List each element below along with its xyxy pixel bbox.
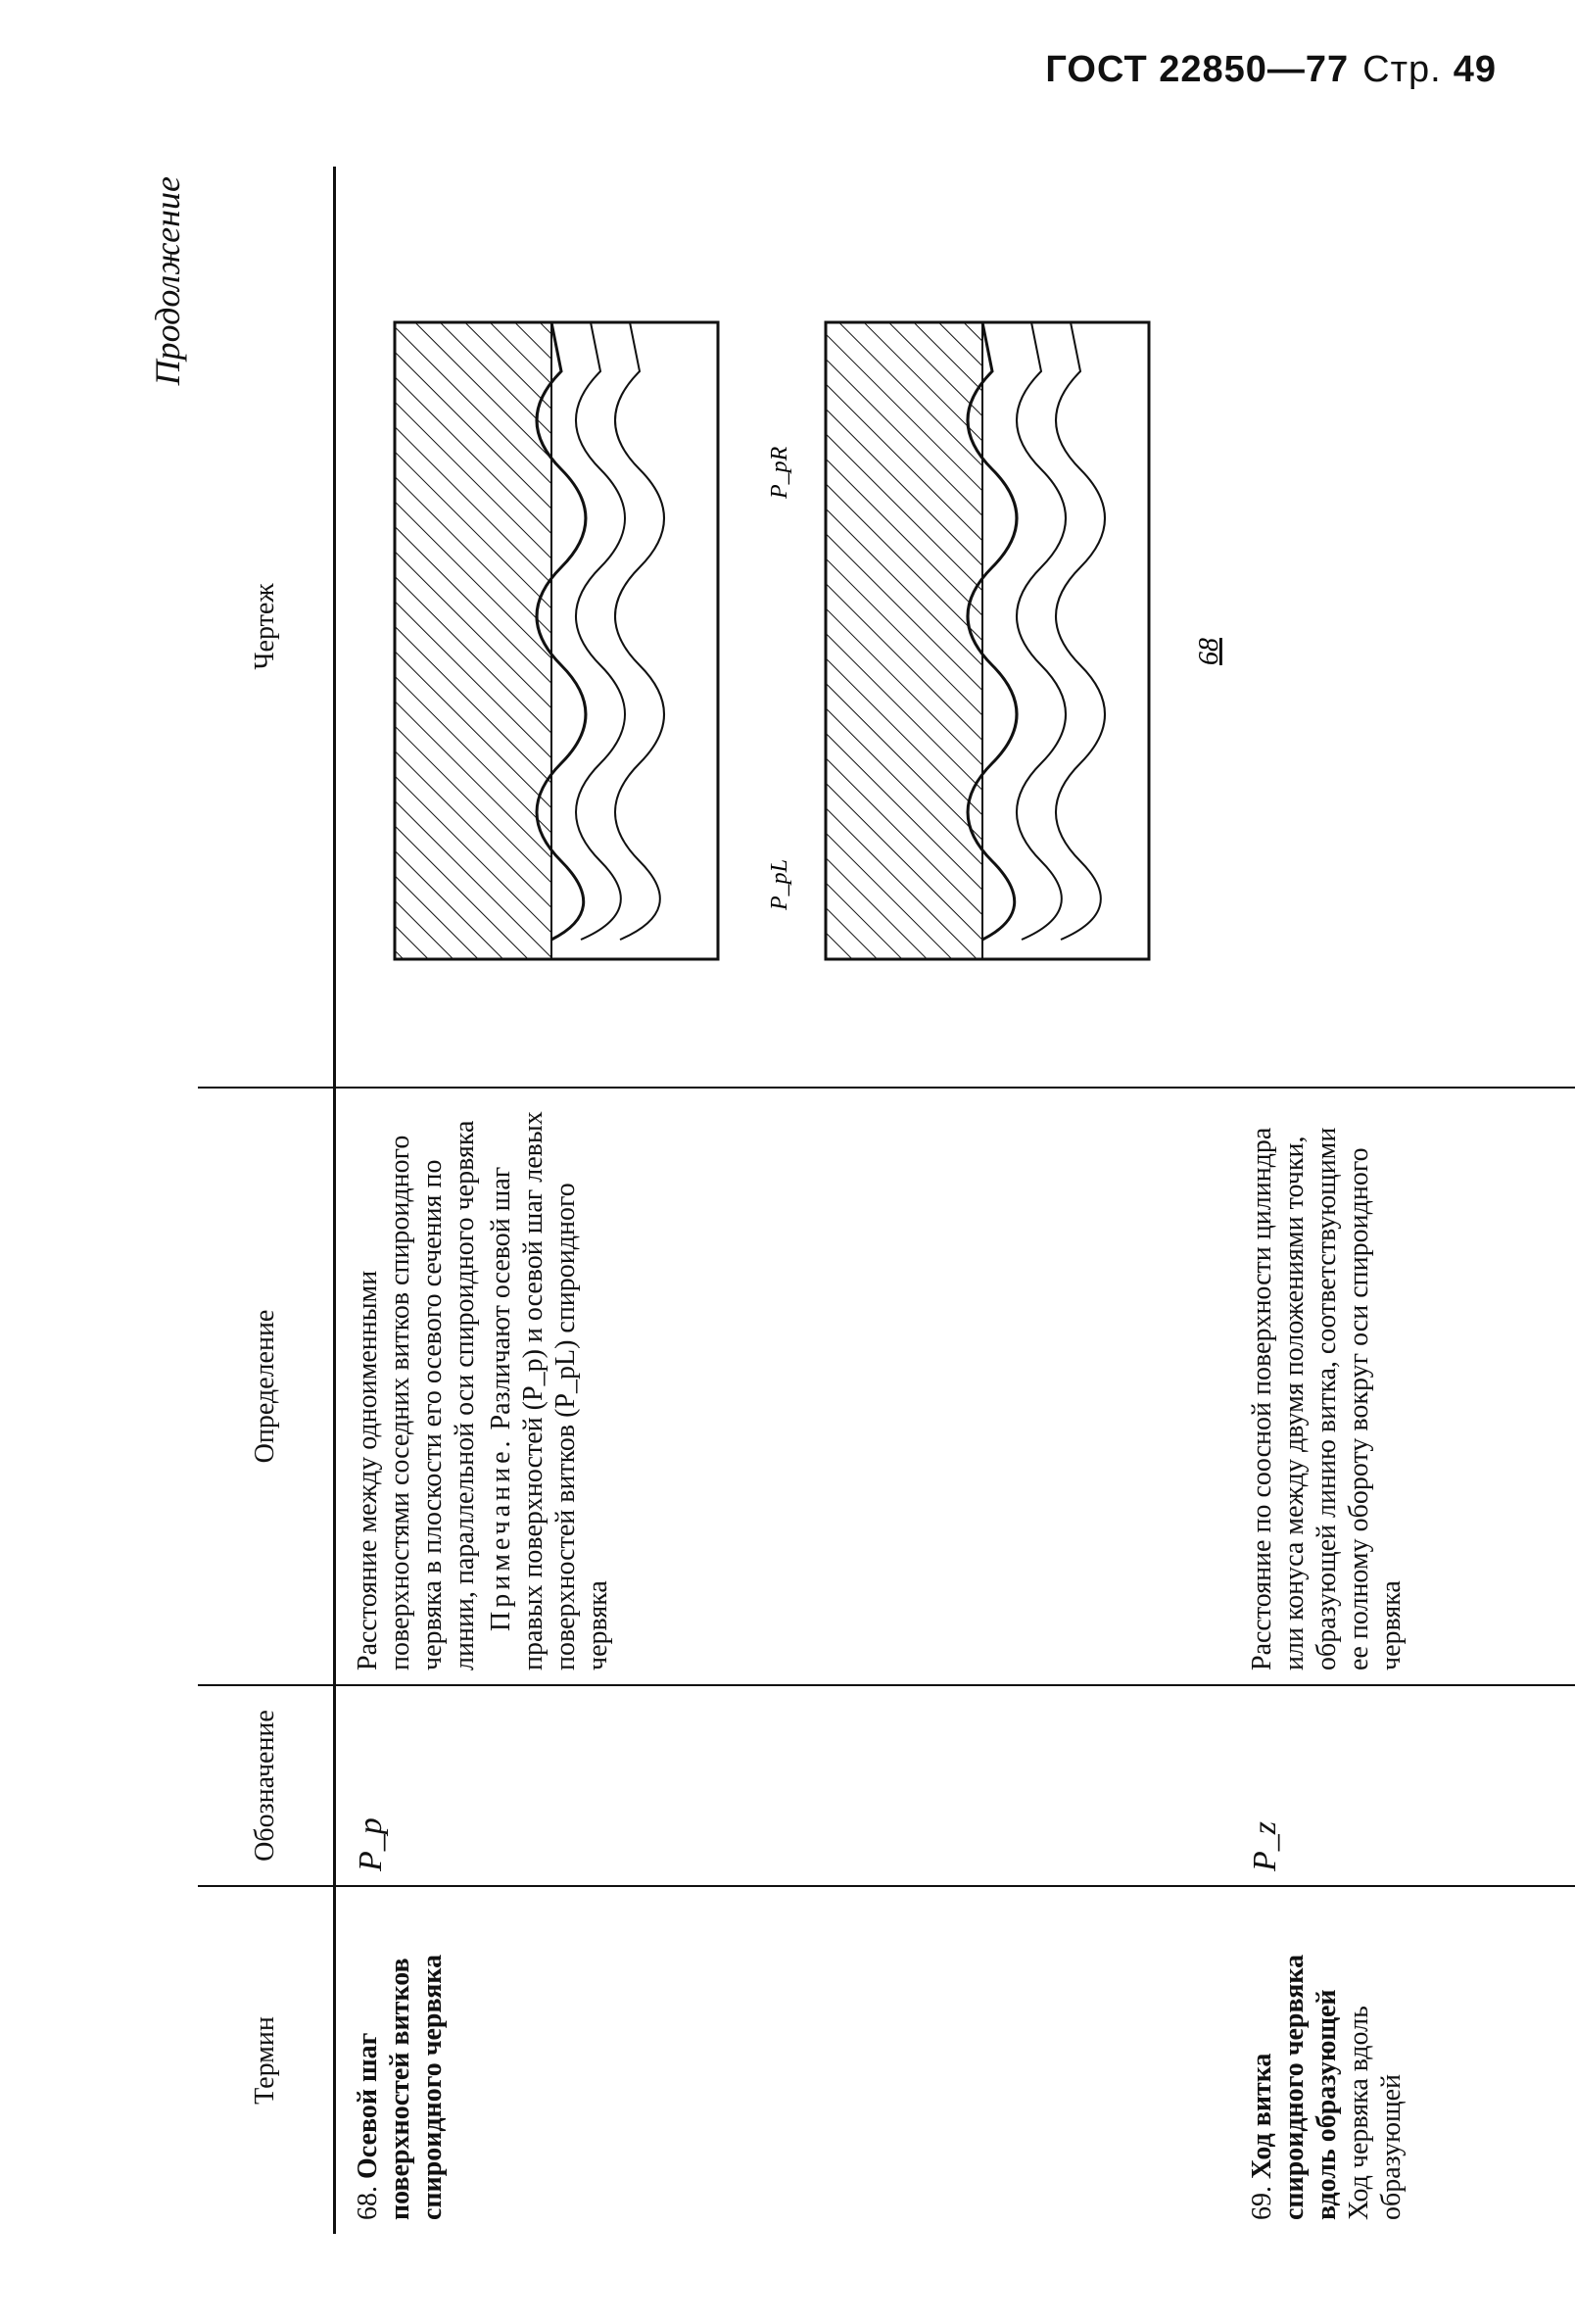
page-number: 49 — [1453, 49, 1497, 90]
page-word: Стр. — [1362, 49, 1442, 90]
dimension-label-right: P_pR — [767, 446, 792, 499]
note — [485, 1102, 614, 1670]
table-row — [335, 167, 1246, 2234]
symbol-cell — [1246, 1685, 1575, 1886]
figure-label: 68 — [1194, 638, 1224, 665]
continued-label: Продолжение — [148, 176, 187, 386]
term-number: 69. — [1246, 2186, 1277, 2220]
term-cell — [1246, 1886, 1575, 2234]
column-header-drawing: Чертеж — [198, 167, 335, 1088]
table-header-row — [198, 167, 335, 2234]
worm-section-upper — [395, 322, 718, 959]
note-label: Примечание. — [486, 1436, 517, 1631]
definition-cell — [335, 1088, 1246, 1685]
definition-cell — [1246, 1088, 1575, 1685]
dimension-label-left: P_pL — [767, 858, 792, 910]
definition-text: Расстояние между одноименными поверхностями соседних витков спироидного червяка в плоскости его осевого сечения по линии, параллельной оси спироидного червяка — [353, 1120, 481, 1670]
worm-section-lower — [826, 322, 1149, 959]
page-header — [1045, 49, 1497, 91]
rotated-content-inner — [147, 167, 1538, 2234]
term-number: 68. — [353, 2186, 383, 2220]
term-cell — [335, 1886, 1246, 2234]
rotated-content — [147, 167, 1538, 2234]
column-header-term: Термин — [198, 1886, 335, 2234]
symbol-cell — [335, 1685, 1246, 1886]
terms-table — [198, 167, 1575, 2234]
column-header-definition: Определение — [198, 1088, 335, 1685]
column-header-symbol: Обозначение — [198, 1685, 335, 1886]
term-alt-name: Ход червяка вдоль образующей — [1343, 2006, 1407, 2220]
drawing-cell — [335, 167, 1575, 1088]
term-name: Осевой шаг поверхностей витков спироидного червяка — [353, 1954, 449, 2220]
symbol-label: P_p — [353, 1817, 389, 1871]
worm-drawing — [356, 205, 1570, 1087]
note-text: Различают осевой шаг правых поверхностей (P_p) и осевой шаг левых поверхностей витков (P_pL) спироидного червяка — [486, 1111, 614, 1670]
standard-number: ГОСТ 22850—77 — [1045, 49, 1350, 90]
symbol-label: P_z — [1246, 1821, 1283, 1871]
definition-text: Расстояние по соосной поверхности цилиндра или конуса между двумя положениями точки, образующей линию витка, соответствующими ее полному обороту вокруг оси спироидного червяка — [1246, 1127, 1407, 1670]
term-name: Ход витка спироидного червяка вдоль образующей — [1246, 1954, 1342, 2220]
